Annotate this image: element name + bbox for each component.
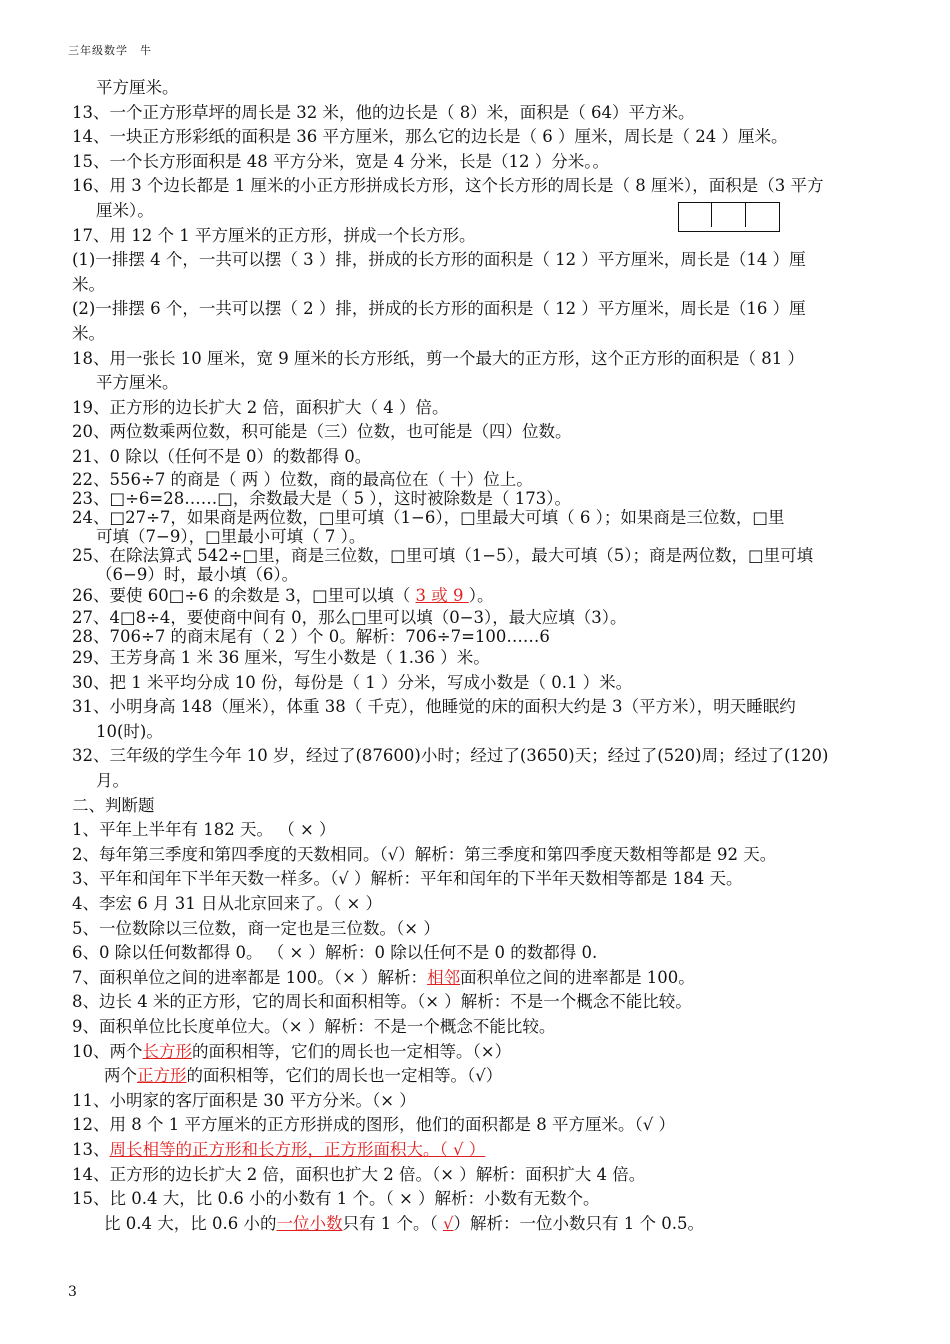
text-line	[72, 445, 888, 470]
text-line	[72, 371, 888, 396]
line-text: 厘米）。	[96, 200, 154, 220]
text-line	[72, 508, 888, 527]
line-text: 12、用 8 个 1 平方厘米的正方形拼成的图形，他们的面积都是 8 平方厘米。（√ ）	[72, 1115, 675, 1135]
text-line	[72, 843, 888, 868]
diagram-divider	[745, 203, 746, 227]
text-line	[72, 396, 888, 421]
text-line	[72, 347, 888, 372]
line-text: (2)一排摆 6 个，一共可以摆（ 2 ）排，拼成的长方形的面积是（ 12 ）平方厘米，周长是（16 ）厘	[72, 299, 806, 319]
highlighted-answer: √	[442, 1213, 454, 1233]
three-squares-diagram	[678, 202, 780, 232]
highlighted-text: 正方形	[137, 1066, 187, 1086]
line-text: 9、面积单位比长度单位大。（× ）解析：不是一个概念不能比较。	[72, 1017, 556, 1036]
text-line	[72, 1064, 888, 1089]
line-text: 16、用 3 个边长都是 1 厘米的小正方形拼成长方形，这个长方形的周长是（ 8 厘米），面积是（3 平方	[72, 176, 824, 196]
line-text: 29、王芳身高 1 米 36 厘米，写生小数是（ 1.36 ）米。	[72, 648, 490, 668]
highlighted-text: 长方形	[142, 1041, 192, 1061]
line-text: 8、边长 4 米的正方形，它的周长和面积相等。（× ）解析：不是一个概念不能比较。	[72, 992, 692, 1012]
text-line	[72, 941, 888, 966]
text-line	[72, 489, 888, 508]
line-text: 可填（7−9），□里最小可填（ 7 ）。	[96, 526, 366, 546]
line-text: 19、正方形的边长扩大 2 倍，面积扩大（ 4 ）倍。	[72, 397, 449, 417]
line-text: 13、一个正方形草坪的周长是 32 米，他的边长是（ 8）米，面积是（ 64）平方米。	[72, 102, 695, 122]
highlighted-text: 周长相等的正方形和长方形，正方形面积大。（ √ ）	[109, 1139, 486, 1159]
text-line	[72, 769, 888, 794]
line-text-after: 面积单位之间的进率都是 100。	[460, 967, 695, 987]
text-line	[72, 297, 888, 322]
text-line	[72, 248, 888, 273]
line-text: 28、706÷7 的商末尾有（ 2 ）个 0。解析：706÷7=100……6	[72, 627, 550, 647]
text-line	[72, 818, 888, 843]
text-line	[72, 584, 888, 609]
text-line	[72, 150, 888, 175]
text-line	[72, 1138, 888, 1163]
line-text: 10(时)。	[96, 721, 163, 741]
line-text: 2、每年第三季度和第四季度的天数相同。（√）解析：第三季度和第四季度天数相等都是 92 天。	[72, 844, 777, 864]
text-line	[72, 608, 888, 627]
text-line	[72, 917, 888, 942]
line-text: （6−9）时，最小填（6）。	[96, 564, 299, 584]
line-text-after: ）。	[468, 585, 494, 605]
highlighted-text: 一位小数	[276, 1213, 343, 1233]
line-text: 14、一块正方形彩纸的面积是 36 平方厘米，那么它的边长是（ 6 ）厘米，周长是（ 24 ）厘米。	[72, 127, 788, 147]
text-line	[72, 646, 888, 671]
page-number: 3	[68, 1284, 77, 1300]
line-text: 米。	[72, 323, 105, 343]
line-text: 5、一位数除以三位数，商一定也是三位数。（× ）	[72, 918, 440, 938]
line-text: 26、要使 60□÷6 的余数是 3，□里可以填（	[72, 585, 416, 605]
line-text: 17、用 12 个 1 平方厘米的正方形，拼成一个长方形。	[72, 225, 476, 245]
text-line	[72, 744, 888, 769]
line-text: 32、三年级的学生今年 10 岁，经过了(87600)小时；经过了(3650)天；经过了(520)周；经过了(120)	[72, 746, 829, 766]
text-line	[72, 1089, 888, 1114]
highlighted-text: 相邻	[427, 967, 461, 987]
text-line	[72, 565, 888, 584]
line-text: 3、平年和闰年下半年天数一样多。（√ ）解析：平年和闰年的下半年天数相等都是 184 天。	[72, 869, 743, 889]
line-text: 13、	[72, 1139, 110, 1159]
line-text: 7、面积单位之间的进率都是 100。（× ）解析：	[72, 967, 428, 987]
line-text: 22、556÷7 的商是（ 两 ）位数，商的最高位在（ 十）位上。	[72, 469, 533, 489]
text-line	[72, 546, 888, 565]
line-text: 18、用一张长 10 厘米，宽 9 厘米的长方形纸，剪一个最大的正方形，这个正方形的面积是（ 81 ）	[72, 348, 804, 368]
line-text: 14、正方形的边长扩大 2 倍，面积也扩大 2 倍。（× ）解析：面积扩大 4 倍。	[72, 1164, 646, 1184]
page-header: 三年级数学 牛	[68, 44, 152, 57]
text-line	[72, 322, 888, 347]
text-line	[72, 892, 888, 917]
text-line	[72, 1163, 888, 1188]
line-text: 6、0 除以任何数都得 0。 （ × ）解析：0 除以任何不是 0 的数都得 0.	[72, 943, 598, 963]
line-text: (1)一排摆 4 个，一共可以摆（ 3 ）排，拼成的长方形的面积是（ 12 ）平方厘米，周长是（14 ）厘	[72, 250, 806, 270]
line-text: 10、两个	[72, 1041, 143, 1061]
line-text: 11、小明家的客厅面积是 30 平方分米。（× ）	[72, 1090, 416, 1110]
text-line	[72, 1113, 888, 1138]
line-text: 月。	[96, 771, 129, 791]
text-line	[72, 101, 888, 126]
text-line	[72, 527, 888, 546]
text-line	[72, 1040, 888, 1065]
line-text-after: 的面积相等，它们的周长也一定相等。（√）	[186, 1066, 503, 1086]
diagram-divider	[711, 203, 712, 227]
line-text: 1、平年上半年有 182 天。 （ × ）	[72, 820, 336, 840]
text-line	[72, 1015, 888, 1040]
line-text-after: ）解析：一位小数只有 1 个 0.5。	[453, 1213, 704, 1233]
line-text: 4、李宏 6 月 31 日从北京回来了。（ × ）	[72, 894, 383, 914]
line-text: 米。	[72, 274, 105, 294]
line-text: 15、比 0.4 大，比 0.6 小的小数有 1 个。（ × ）解析：小数有无数个。	[72, 1189, 600, 1209]
worksheet-content	[72, 76, 888, 1236]
text-line	[72, 966, 888, 991]
text-line	[72, 627, 888, 646]
text-line	[72, 671, 888, 696]
line-text: 15、一个长方形面积是 48 平方分米，宽是 4 分米，长是（12 ）分米。。	[72, 151, 609, 171]
line-text: 27、4□8÷4，要使商中间有 0，那么□里可以填（0−3），最大应填（3）。	[72, 608, 627, 628]
line-text: 两个	[104, 1066, 137, 1086]
line-text: 二、判断题	[72, 795, 155, 815]
line-text: 31、小明身高 148（厘米），体重 38（ 千克），他睡觉的床的面积大约是 3（平方米），明天睡眠约	[72, 697, 796, 717]
line-text: 平方厘米。	[96, 78, 179, 97]
line-text: 20、两位数乘两位数，积可能是（三）位数，也可能是（四）位数。	[72, 422, 572, 442]
text-line	[72, 76, 888, 101]
text-line	[72, 720, 888, 745]
text-line	[72, 420, 888, 445]
text-line	[72, 273, 888, 298]
line-text: 24、□27÷7，如果商是两位数，□里可填（1−6），□里最大可填（ 6 ）；如果商是三位数，□里	[72, 507, 785, 527]
text-line	[72, 1187, 888, 1212]
text-line	[72, 125, 888, 150]
text-line	[72, 174, 888, 199]
line-text: 比 0.4 大，比 0.6 小的	[104, 1213, 277, 1233]
text-line	[72, 990, 888, 1015]
text-line	[72, 867, 888, 892]
text-line	[72, 695, 888, 720]
line-text: 平方厘米。	[96, 373, 179, 393]
line-text: 30、把 1 米平均分成 10 份，每份是（ 1 ）分米，写成小数是（ 0.1 ）米。	[72, 672, 633, 692]
line-text: 23、□÷6=28……□，余数最大是（ 5 ），这时被除数是（ 173）。	[72, 488, 572, 508]
line-text-after: 的面积相等，它们的周长也一定相等。（×）	[192, 1041, 512, 1061]
highlighted-text: 3 或 9	[415, 585, 469, 605]
text-line	[72, 1212, 888, 1237]
text-line	[72, 470, 888, 489]
text-line	[72, 794, 888, 819]
line-text: 25、在除法算式 542÷□里，商是三位数，□里可填（1−5），最大可填（5）；商是两位数，□里可填	[72, 545, 814, 565]
line-text-after: 只有 1 个。（	[342, 1213, 443, 1233]
line-text: 21、0 除以（任何不是 0）的数都得 0。	[72, 446, 372, 466]
